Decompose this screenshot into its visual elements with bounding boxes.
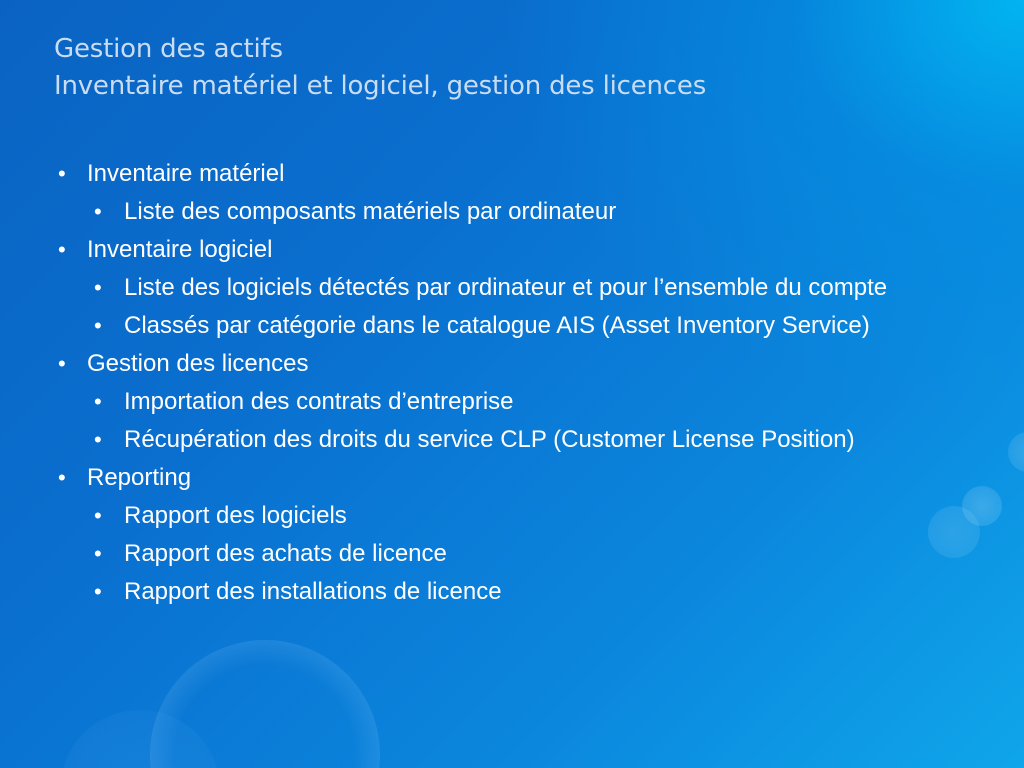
bullet-text: Rapport des installations de licence xyxy=(124,578,502,605)
bullet-text: Liste des logiciels détectés par ordinateur et pour l’ensemble du compte xyxy=(124,274,888,301)
bullet-text: Inventaire logiciel xyxy=(87,236,273,263)
bullet-icon: • xyxy=(58,237,66,262)
bullet-text: Classés par catégorie dans le catalogue AIS (Asset Inventory Service) xyxy=(124,312,870,339)
bullet-text: Rapport des logiciels xyxy=(124,502,347,529)
bullet-icon: • xyxy=(58,351,66,376)
bullet-text: Liste des composants matériels par ordinateur xyxy=(124,198,617,225)
bullet-text: Importation des contrats d’entreprise xyxy=(124,388,514,415)
sub-bullet-item xyxy=(0,273,1024,302)
bullet-item xyxy=(0,349,1024,378)
bullet-text: Reporting xyxy=(87,464,192,491)
sub-bullet-item xyxy=(0,577,1024,606)
slide-title xyxy=(54,31,706,105)
bullet-icon: • xyxy=(94,427,102,452)
sub-bullet-item xyxy=(0,539,1024,568)
sub-bullet-item xyxy=(0,387,1024,416)
bullet-text: Rapport des achats de licence xyxy=(124,540,447,567)
sub-bullet-item xyxy=(0,311,1024,340)
title-line-2: Inventaire matériel et logiciel, gestion des licences xyxy=(54,71,707,101)
bullet-icon: • xyxy=(94,579,102,604)
bullet-icon: • xyxy=(94,389,102,414)
bullet-icon: • xyxy=(58,465,66,490)
bullet-text: Récupération des droits du service CLP (Customer License Position) xyxy=(124,426,855,453)
sub-bullet-item xyxy=(0,501,1024,530)
bullet-icon: • xyxy=(58,161,66,186)
bullet-item xyxy=(0,463,1024,492)
bullet-icon: • xyxy=(94,199,102,224)
bullet-text: Inventaire matériel xyxy=(87,160,285,187)
bullet-icon: • xyxy=(94,275,102,300)
sub-bullet-item xyxy=(0,425,1024,454)
bullet-text: Gestion des licences xyxy=(87,350,309,377)
bullet-list xyxy=(0,159,1024,615)
bullet-icon: • xyxy=(94,313,102,338)
bullet-icon: • xyxy=(94,503,102,528)
title-line-1: Gestion des actifs xyxy=(54,34,283,64)
bullet-item xyxy=(0,235,1024,264)
sub-bullet-item xyxy=(0,197,1024,226)
bullet-item xyxy=(0,159,1024,188)
bullet-icon: • xyxy=(94,541,102,566)
